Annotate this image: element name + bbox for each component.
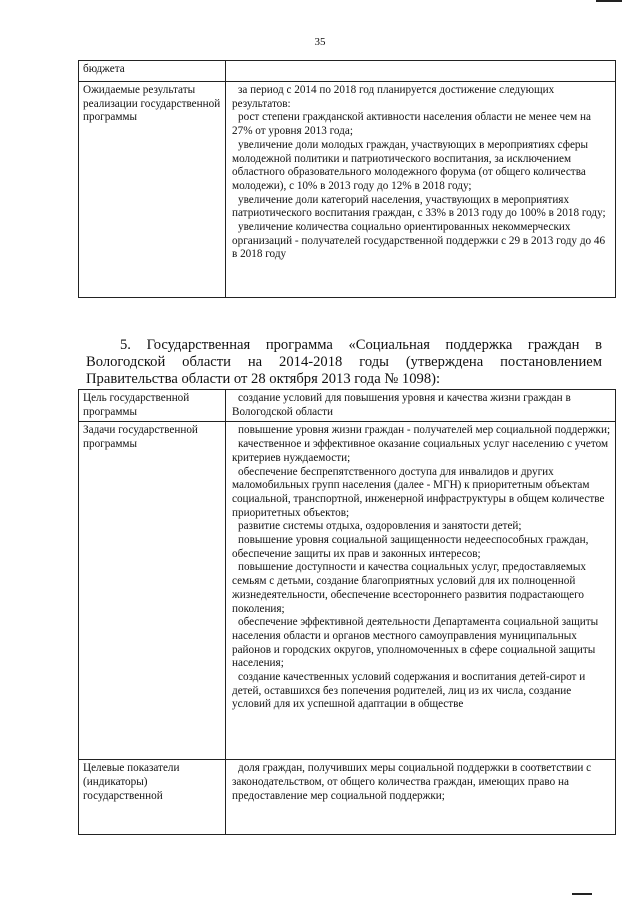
section-heading-line: Правительства области от 28 октября 2013 года № 1098): — [86, 371, 441, 387]
section-heading — [86, 337, 602, 388]
table-row — [79, 390, 616, 422]
indicators-label-cell: Целевые показатели (индикаторы) государственной — [79, 760, 226, 835]
task-item: качественное и эффективное оказание социальных услуг населению с учетом критериев нуждаемости; — [232, 438, 609, 464]
results-line: увеличение доли категорий населения, участвующих в мероприятиях патриотического воспитания граждан, с 33% в 2013 году до 100% в 2018 году; — [232, 193, 606, 220]
tasks-label-cell: Задачи государственной программы — [79, 422, 226, 760]
table-row — [79, 82, 616, 298]
section-heading-line: Вологодской области на 2014-2018 годы (утверждена постановлением — [86, 354, 602, 370]
scan-mark-top-right — [596, 0, 622, 2]
results-line: увеличение доли молодых граждан, участвующих в мероприятиях сферы молодежной политики и патриотического воспитания, за исключением областного образовательного молодежного форума (от общего количества молодежи), с 10% в 2013 году до 12% в 2018 году; — [232, 138, 589, 192]
results-label-cell: Ожидаемые результаты реализации государственной программы — [79, 82, 226, 298]
task-item: обеспечение беспрепятственного доступа для инвалидов и других маломобильных групп населения (далее - МГН) к приоритетным объектам социальной, транспортной, инженерной инфраструктуры в общем количестве приоритетных объектов; — [232, 465, 605, 519]
results-value-cell — [226, 82, 616, 298]
page-number: 35 — [314, 36, 326, 48]
results-line: за период с 2014 по 2018 год планируется достижение следующих результатов: — [232, 84, 555, 110]
tasks-value-cell — [226, 422, 616, 760]
scan-mark-bottom-right — [572, 893, 592, 895]
budget-value-cell — [226, 61, 616, 82]
table-row — [79, 422, 616, 760]
indicators-value-cell — [226, 760, 616, 835]
budget-label-cell: бюджета — [79, 61, 226, 82]
goal-value-cell — [226, 390, 616, 422]
task-item: повышение уровня социальной защищенности недееспособных граждан, обеспечение защиты их прав и законных интересов; — [232, 534, 589, 560]
table-row — [79, 760, 616, 835]
task-item: обеспечение эффективной деятельности Департамента социальной защиты населения области и органов местного самоуправления муниципальных районов и городских округов, уполномоченных в сфере социальной защиты населения; — [232, 616, 599, 670]
task-item: создание качественных условий содержания и воспитания детей-сирот и детей, оставшихся без попечения родителей, лиц из их числа, создание условий для их успешной адаптации в обществе — [232, 671, 586, 711]
section-heading-line: 5. Государственная программа «Социальная поддержка граждан в — [120, 337, 602, 353]
indicators-value: доля граждан, получивших меры социальной поддержки в соответствии с законодательством, от общего количества граждан, имеющих право на предоставление мер социальной поддержки; — [232, 762, 592, 802]
task-item: развитие системы отдыха, оздоровления и занятости детей; — [238, 520, 522, 533]
program-table — [78, 389, 616, 835]
goal-value: создание условий для повышения уровня и качества жизни граждан в Вологодской области — [232, 392, 571, 418]
goal-label-cell: Цель государственной программы — [79, 390, 226, 422]
table-row — [79, 61, 616, 82]
results-table — [78, 60, 616, 298]
results-line: рост степени гражданской активности населения области не менее чем на 27% от уровня 2013 года; — [232, 111, 591, 138]
task-item: повышение уровня жизни граждан - получателей мер социальной поддержки; — [238, 424, 611, 437]
task-item: повышение доступности и качества социальных услуг, предоставляемых семьям с детьми, создание благоприятных условий для их полноценной жизнедеятельности, обеспечение всестороннего развития подрастающего поколения; — [232, 561, 587, 615]
results-line: увеличение количества социально ориентированных некоммерческих организаций - получателей государственной поддержки с 29 в 2013 году до 46 в 2018 году — [232, 221, 606, 261]
